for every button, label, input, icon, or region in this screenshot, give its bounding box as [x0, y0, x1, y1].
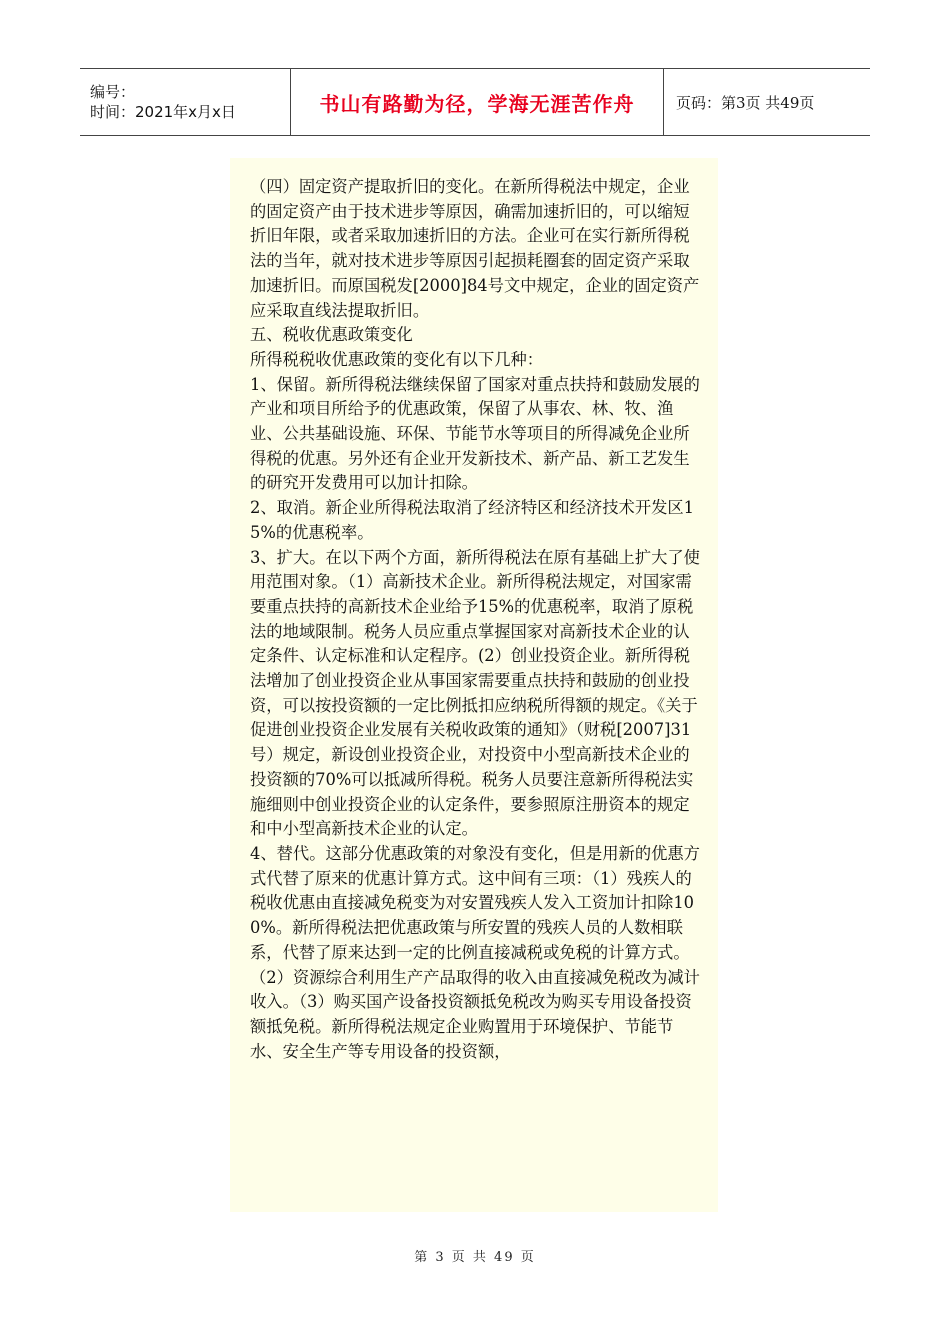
page-footer [0, 1246, 950, 1265]
section-heading: 五、税收优惠政策变化 [250, 325, 413, 345]
doc-date-label: 时间：2021年x月x日 [90, 103, 236, 121]
header-meta [80, 69, 290, 135]
paragraph: 所得税税收优惠政策的变化有以下几种： [250, 349, 544, 369]
paragraph: 1、保留。新所得税法继续保留了国家对重点扶持和鼓励发展的产业和项目所给予的优惠政策，保留了从事农、林、牧、渔业、公共基础设施、环保、节能节水等项目的所得减免企业所得税的优惠。另外还有企业开发新技术、新产品、新工艺发生的研究开发费用可以加计扣除。 [250, 374, 700, 493]
document-body [230, 158, 718, 1212]
motto-text: 书山有路勤为径，学海无涯苦作舟 [319, 91, 635, 116]
paragraph: （四）固定资产提取折旧的变化。在新所得税法中规定，企业的固定资产由于技术进步等原因，确需加速折旧的，可以缩短折旧年限，或者采取加速折旧的方法。企业可在实行新所得税法的当年，就对技术进步等原因引起损耗圈套的固定资产采取加速折旧。而原国税发[2000]84号文中规定，企业的固定资产应采取直线法提取折旧。 [250, 177, 700, 320]
paragraph: 4、替代。这部分优惠政策的对象没有变化，但是用新的优惠方式代替了原来的优惠计算方式。这中间有三项：（1）残疾人的税收优惠由直接减免税变为对安置残疾人发入工资加计扣除100%。新所得税法把优惠政策与所安置的残疾人员的人数相联系，代替了原来达到一定的比例直接减税或免税的计算方式。（2）资源综合利用生产产品取得的收入由直接减免税改为减计收入。（3）购买国产设备投资额抵免税改为购买专用设备投资额抵免税。新所得税法规定企业购置用于环境保护、节能节水、安全生产等专用设备的投资额， [250, 843, 700, 1061]
header-page-info [664, 69, 814, 135]
page-header [80, 68, 870, 136]
paragraph: 3、扩大。在以下两个方面，新所得税法在原有基础上扩大了使用范围对象。（1）高新技术企业。新所得税法规定，对国家需要重点扶持的高新技术企业给予15%的优惠税率，取消了原税法的地域限制。税务人员应重点掌握国家对高新技术企业的认定条件、认定标准和认定程序。(2）创业投资企业。新所得税法增加了创业投资企业从事国家需要重点扶持和鼓励的创业投资，可以按投资额的一定比例抵扣应纳税所得额的规定。《关于促进创业投资企业发展有关税收政策的通知》（财税[2007]31号）规定，新设创业投资企业，对投资中小型高新技术企业的投资额的70%可以抵减所得税。税务人员要注意新所得税法实施细则中创业投资企业的认定条件，要参照原注册资本的规定和中小型高新技术企业的认定。 [250, 547, 700, 839]
page-info-text: 页码：第3页 共49页 [676, 93, 815, 112]
footer-page-number: 第 3 页 共 49 页 [414, 1250, 536, 1265]
header-motto [290, 69, 664, 135]
paragraph: 2、取消。新企业所得税法取消了经济特区和经济技术开发区15%的优惠税率。 [250, 498, 695, 542]
doc-number-label: 编号： [90, 83, 136, 101]
